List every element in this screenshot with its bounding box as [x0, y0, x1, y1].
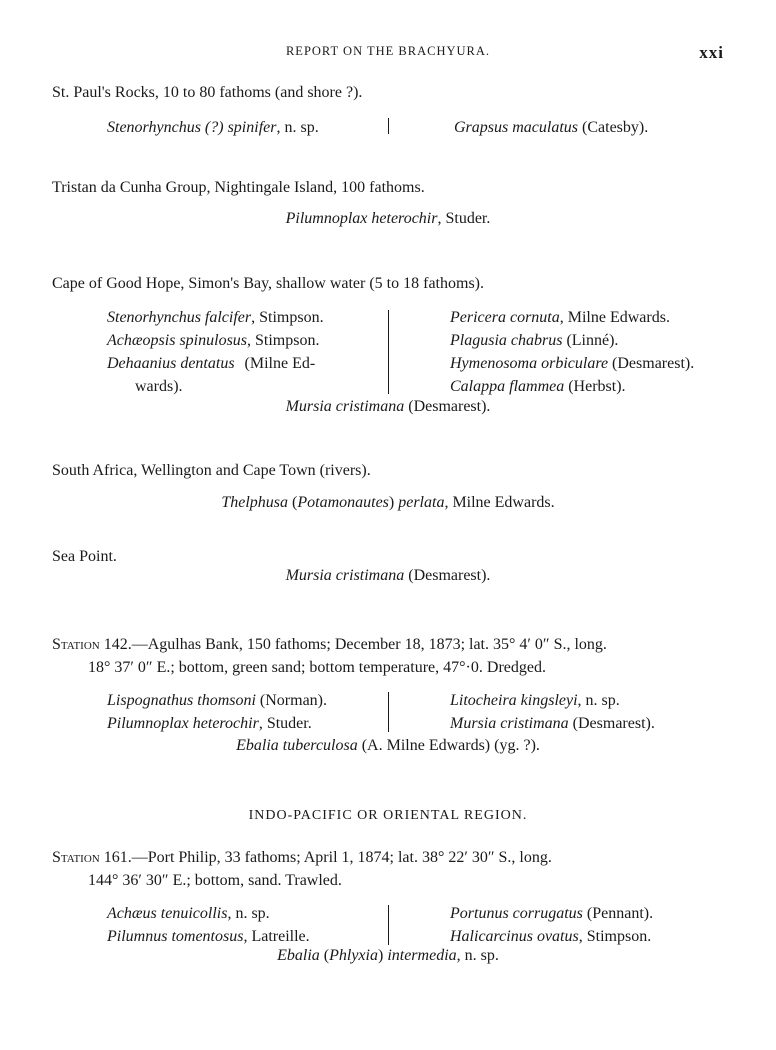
species-entry: Pilumnoplax heterochir, Studer.	[285, 210, 491, 227]
locality-south-africa: South Africa, Wellington and Cape Town (rivers).	[52, 462, 371, 479]
species-entry: wards).	[135, 378, 183, 395]
station-161-description: Station 161.—Port Philip, 33 fathoms; April 1, 1874; lat. 38° 22′ 30″ S., long. 144° 36′ 30″ E.; bottom, sand. Trawled.	[52, 849, 552, 889]
species-col-left	[107, 902, 310, 948]
column-divider	[388, 692, 389, 732]
column-divider	[388, 905, 389, 945]
species-entry: Calappa flammea (Herbst).	[450, 378, 626, 395]
species-col-left	[107, 306, 324, 398]
station-label: Station 142.	[52, 636, 132, 653]
station-label: Station 161.	[52, 849, 132, 866]
species-entry: Halicarcinus ovatus, Stimpson.	[450, 928, 652, 945]
species-entry: Pericera cornuta, Milne Edwards.	[450, 309, 670, 326]
column-divider	[388, 310, 389, 394]
species-entry: Stenorhynchus falcifer, Stimpson.	[107, 309, 324, 326]
species-col-right	[450, 306, 694, 398]
species-col-right	[450, 902, 653, 948]
locality-tristan: Tristan da Cunha Group, Nightingale Island, 100 fathoms.	[52, 179, 425, 196]
species-entry: Ebalia tuberculosa (A. Milne Edwards) (yg. ?).	[236, 737, 540, 754]
locality-st-paul: St. Paul's Rocks, 10 to 80 fathoms (and shore ?).	[52, 84, 363, 101]
locality-sea-point: Sea Point.	[52, 548, 117, 565]
species-entry: Portunus corrugatus (Pennant).	[450, 905, 654, 922]
locality-cape: Cape of Good Hope, Simon's Bay, shallow water (5 to 18 fathoms).	[52, 275, 484, 292]
region-heading: INDO-PACIFIC OR ORIENTAL REGION.	[248, 808, 528, 823]
species-col-left	[107, 116, 319, 139]
species-entry: Achæus tenuicollis, n. sp.	[107, 905, 270, 922]
species-entry: Mursia cristimana (Desmarest).	[285, 567, 491, 584]
species-entry: Mursia cristimana (Desmarest).	[285, 398, 491, 415]
running-title: REPORT ON THE BRACHYURA.	[285, 44, 491, 58]
species-entry: Lispognathus thomsoni (Norman).	[107, 692, 328, 709]
station-142-description: Station 142.—Agulhas Bank, 150 fathoms; December 18, 1873; lat. 35° 4′ 0″ S., long. 18° 37′ 0″ E.; bottom, green sand; bottom temperature, 47°·0. Dredged.	[52, 636, 607, 676]
species-entry: Mursia cristimana (Desmarest).	[450, 715, 655, 732]
column-divider	[388, 118, 389, 134]
species-entry: Grapsus maculatus (Catesby).	[454, 119, 649, 136]
species-entry: Plagusia chabrus (Linné).	[450, 332, 619, 349]
species-col-left	[107, 689, 327, 735]
species-entry: Stenorhynchus (?) spinifer, n. sp.	[107, 119, 319, 136]
species-entry: Dehaanius dentatus (Milne Ed-	[107, 355, 316, 372]
species-entry: Litocheira kingsleyi, n. sp.	[450, 692, 620, 709]
species-entry: Pilumnoplax heterochir, Studer.	[107, 715, 312, 732]
species-entry: Hymenosoma orbiculare (Desmarest).	[450, 355, 695, 372]
species-entry: Ebalia (Phlyxia) intermedia, n. sp.	[277, 947, 499, 964]
page-number: xxi	[699, 43, 724, 62]
species-entry: Pilumnus tomentosus, Latreille.	[107, 928, 310, 945]
species-col-right	[450, 689, 655, 735]
species-entry: Thelphusa (Potamonautes) perlata, Milne Edwards.	[221, 494, 555, 511]
species-entry: Achæopsis spinulosus, Stimpson.	[107, 332, 320, 349]
species-col-right	[454, 116, 648, 139]
